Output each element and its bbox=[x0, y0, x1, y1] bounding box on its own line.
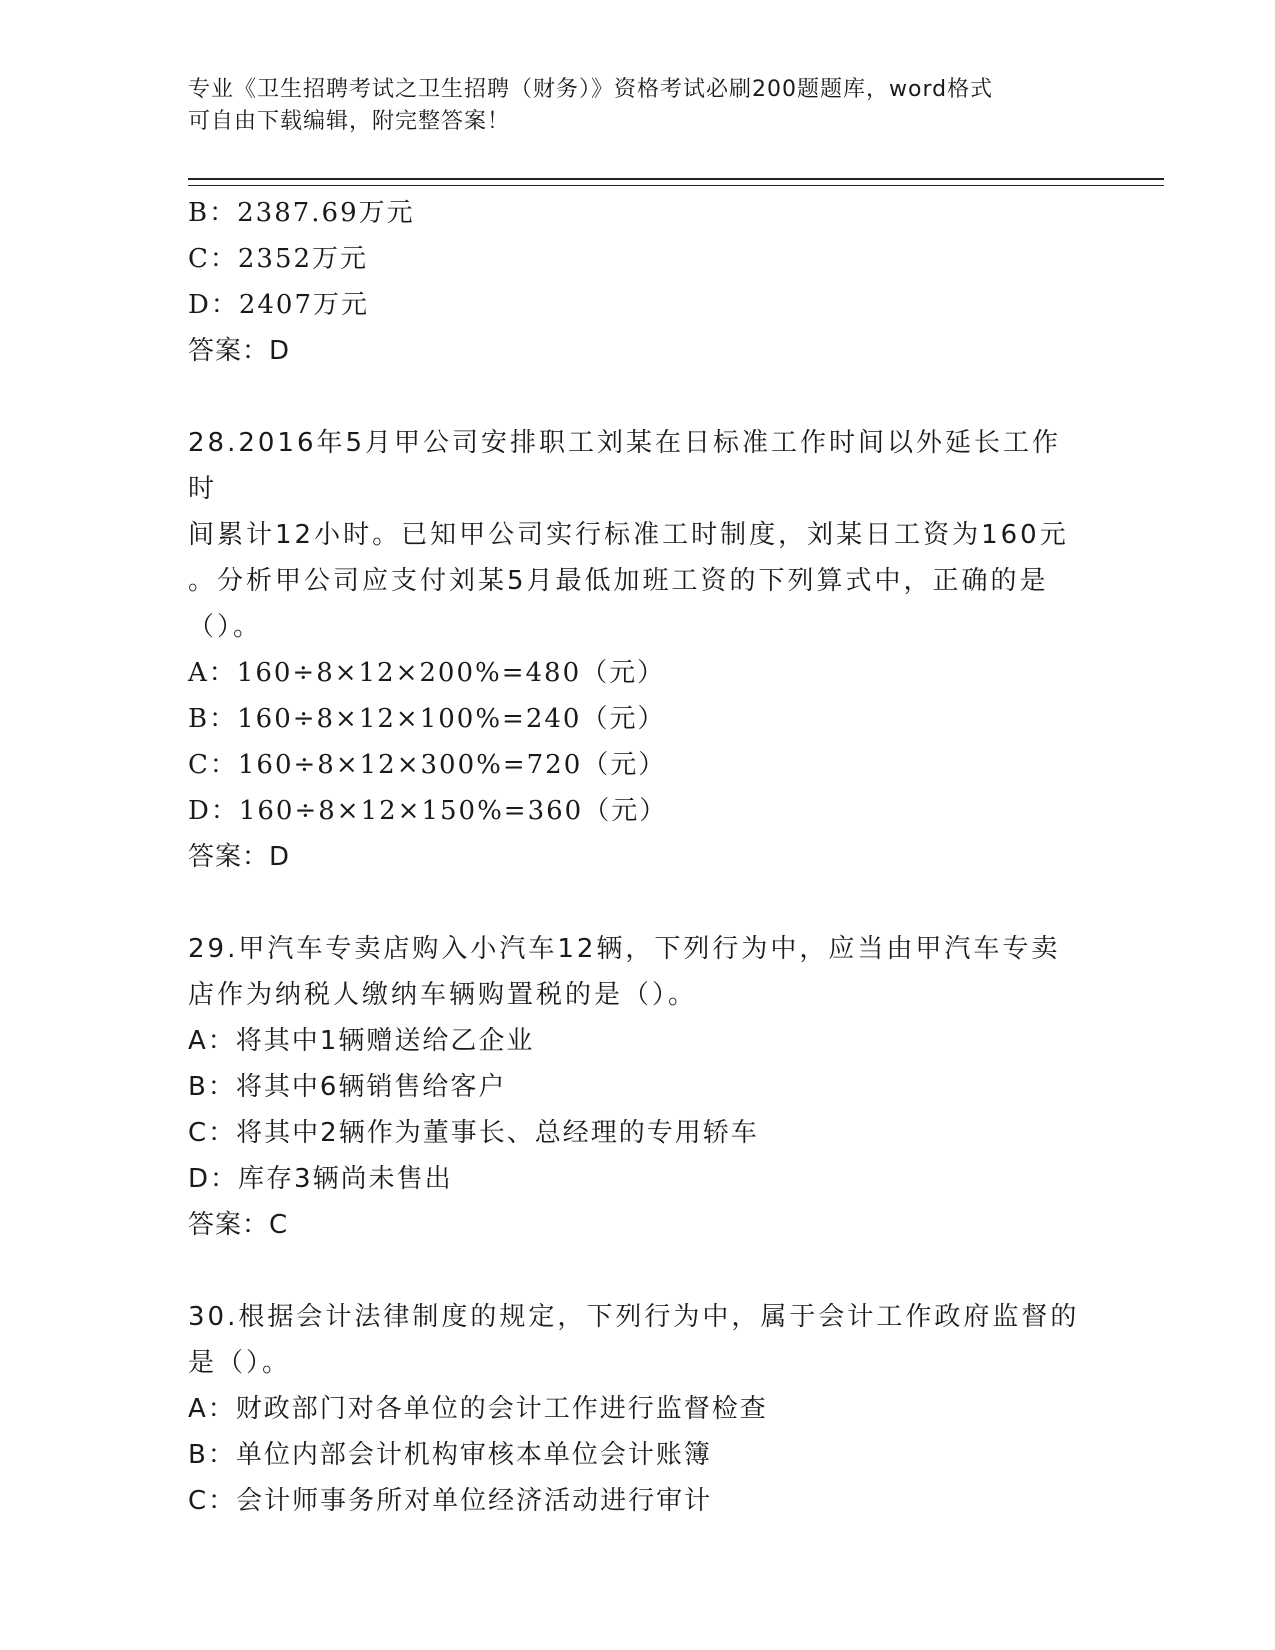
option-c: C：160÷8×12×300%=720（元） bbox=[188, 750, 667, 780]
spacer bbox=[188, 1248, 1088, 1294]
question-stem bbox=[188, 926, 1088, 1018]
stem-line: 28.2016年5月甲公司安排职工刘某在日标准工作时间以外延长工作时 bbox=[188, 428, 1062, 504]
stem-line: 是（）。 bbox=[188, 1348, 292, 1378]
question-29 bbox=[188, 926, 1088, 1248]
option-b: B：单位内部会计机构审核本单位会计账簿 bbox=[188, 1440, 712, 1470]
option-c: C：2352万元 bbox=[188, 244, 369, 274]
answer-line: 答案：C bbox=[188, 1210, 289, 1240]
question-30 bbox=[188, 1294, 1088, 1524]
question-27-tail bbox=[188, 190, 1088, 374]
header-divider bbox=[188, 178, 1164, 186]
option-b: B：将其中6辆销售给客户 bbox=[188, 1072, 507, 1102]
answer-line: 答案：D bbox=[188, 336, 291, 366]
option-d: D：2407万元 bbox=[188, 290, 370, 320]
option-b: B：160÷8×12×100%=240（元） bbox=[188, 704, 666, 734]
option-c: C：会计师事务所对单位经济活动进行审计 bbox=[188, 1486, 713, 1516]
option-a: A：160÷8×12×200%=480（元） bbox=[188, 658, 666, 688]
spacer bbox=[188, 880, 1088, 926]
option-a: A：将其中1辆赠送给乙企业 bbox=[188, 1026, 535, 1056]
stem-line: 。分析甲公司应支付刘某5月最低加班工资的下列算式中，正确的是 bbox=[188, 566, 1049, 596]
question-28 bbox=[188, 420, 1088, 880]
option-c: C：将其中2辆作为董事长、总经理的专用轿车 bbox=[188, 1118, 759, 1148]
header-line-2: 可自由下载编辑，附完整答案！ bbox=[188, 109, 511, 134]
stem-line: 店作为纳税人缴纳车辆购置税的是（）。 bbox=[188, 980, 698, 1010]
question-stem bbox=[188, 420, 1088, 650]
stem-line: 29.甲汽车专卖店购入小汽车12辆，下列行为中，应当由甲汽车专卖 bbox=[188, 934, 1061, 964]
option-b: B：2387.69万元 bbox=[188, 198, 415, 228]
option-d: D：库存3辆尚未售出 bbox=[188, 1164, 453, 1194]
question-stem bbox=[188, 1294, 1088, 1386]
answer-line: 答案：D bbox=[188, 842, 291, 872]
document-body bbox=[188, 190, 1088, 1524]
option-d: D：160÷8×12×150%=360（元） bbox=[188, 796, 668, 826]
document-header bbox=[188, 74, 1088, 138]
header-line-1: 专业《卫生招聘考试之卫生招聘（财务）》资格考试必刷200题题库，word格式 bbox=[188, 77, 994, 102]
stem-line: （）。 bbox=[188, 612, 263, 642]
option-a: A：财政部门对各单位的会计工作进行监督检查 bbox=[188, 1394, 768, 1424]
spacer bbox=[188, 374, 1088, 420]
stem-line: 间累计12小时。已知甲公司实行标准工时制度，刘某日工资为160元 bbox=[188, 520, 1069, 550]
stem-line: 30.根据会计法律制度的规定，下列行为中，属于会计工作政府监督的 bbox=[188, 1302, 1080, 1332]
